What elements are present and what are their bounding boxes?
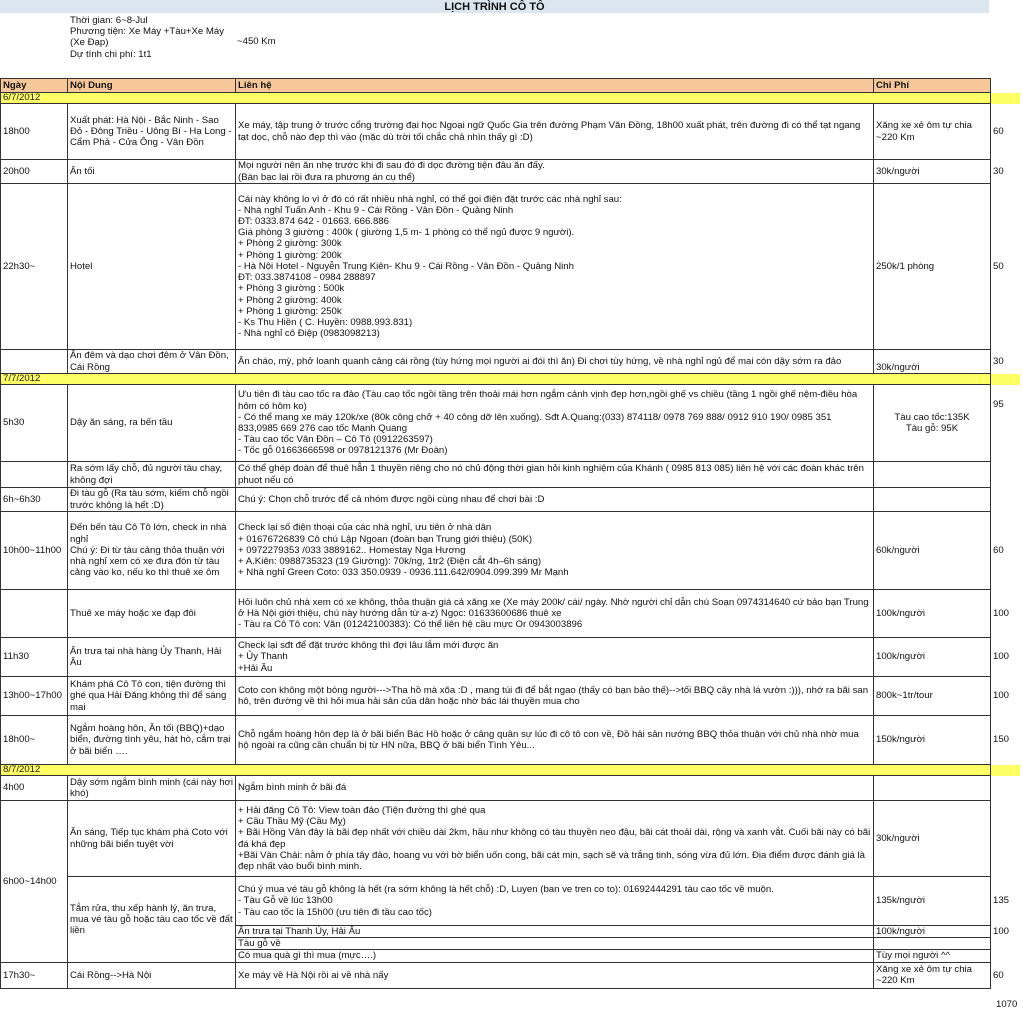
row-extra: 30 [991,350,1021,374]
row-content: Dậy ăn sáng, ra bến tầu [68,385,236,462]
row-content: Tắm rửa, thu xếp hành lý, ăn trưa, mua vé tàu gỗ hoặc tàu cao tốc về đất liền [68,877,236,963]
table-row [1,462,1021,488]
row-extra: 30 [991,160,1021,184]
schedule-table [0,78,1021,989]
row-contact: Chú ý mua vé tàu gỗ không là hết (ra sớm không là hết chỗ) :D, Luyen (ban ve tren co to): 01692444291 tàu cao tốc về muộn. - Tàu Gỗ về lúc 13h00 - Tàu cao tốc là 15h00 (ưu tiên đi tầu cao tốc) [236,877,874,926]
row-content: Thuê xe máy hoặc xe đạp đôi [68,590,236,638]
row-cost: 100k/người [874,590,991,638]
table-row [1,160,1021,184]
row-content: Hotel [68,184,236,350]
row-time: 4h00 [1,776,68,801]
row-extra: 100 [991,677,1021,716]
row-content: Khám phá Cô Tô con, tiện đường thì ghé qua Hải Đăng không thì để sáng mai [68,677,236,716]
row-cost: Xăng xe xẻ ôm tự chia ~220 Km [874,104,991,160]
table-row [1,512,1021,590]
row-content: Ăn đêm và dạo chơi đêm ở Vân Đồn, Cái Rồng [68,350,236,374]
total-value: 1070 [996,999,1018,1010]
row-extra: 135 [991,877,1021,926]
row-extra: 60 [991,512,1021,590]
header-day: Ngày [1,79,68,93]
row-time: 6h~6h30 [1,488,68,512]
row-content: Ra sớm lấy chỗ, đủ người tàu chạy, không đợi [68,462,236,488]
row-extra: 100 [991,590,1021,638]
row-contact: Mọi người nên ăn nhẹ trước khi đi sau đó đi dọc đường tiện đâu ăn đấy. (Bàn bạc lại rồi đưa ra phương án cụ thể) [236,160,874,184]
date-row [1,374,1021,385]
table-row [1,184,1021,350]
trip-distance: ~450 Km [237,36,276,47]
table-row [1,104,1021,160]
row-content: Ngắm hoàng hôn, Ăn tối (BBQ)+dạo biển, đường tình yêu, hát hò, cắm trại ở bãi biển …. [68,716,236,765]
row-contact: Ăn trưa tại Thanh Ủy, Hải Âu [236,926,874,938]
row-contact: Xe máy về Hà Nội rồi ai về nhà nấy [236,962,874,988]
row-contact: Check lại sđt để đặt trước không thì đợi lâu lắm mới được ăn + Ủy Thanh +Hải Âu [236,638,874,677]
row-cost: 30k/người [874,350,991,374]
row-contact: Hỏi luôn chủ nhà xem có xe không, thỏa thuận giá cả xăng xe (Xe máy 200k/ cái/ ngày. Nhờ người chỉ dẫn chú Soạn 0974314640 cứ bảo bạn Trung ở Hà Nội giới thiệu, chú này hướng dẫn từ a-z) Ngọc: 01633600686 thuê xe - Tàu ra Cô Tô con: Văn (01242100383): Có thể liên hệ cầu mực Or 0943003896 [236,590,874,638]
table-row [1,962,1021,988]
row-cost: 60k/người [874,512,991,590]
row-time: 5h30 [1,385,68,462]
table-row [1,877,1021,926]
row-content: Đến bến tàu Cô Tô lớn, check in nhà nghỉ Chú ý: Đi từ tàu cảng thỏa thuận với nhà nghỉ xem có xe đưa đón từ tàu cảng vào ko, nếu ko thì thuê xe ôm [68,512,236,590]
trip-transport: Phương tiện: Xe Máy +Tàu+Xe Máy (Xe Đạp) [70,26,225,49]
row-cost: Xăng xe xẻ ôm tự chia ~220 Km [874,962,991,988]
row-contact: Tàu gỗ về [236,938,874,950]
row-cost: 100k/người [874,638,991,677]
row-contact: + Hải đăng Cô Tô: View toàn đảo (Tiện đường thì ghé qua + Cầu Thầu Mỹ (Cầu Mỵ) + Bãi Hồng Vân đây là bãi đẹp nhất với chiều dài 2km, hầu như không có tàu thuyền neo đậu, bãi cát thoải dài, rộng và xanh vắt. Cuối bãi này có bãi đá khá đẹp +Bãi Vàn Chải: nằm ở phía tây đảo, hoang vu với bờ biển uốn cong, bãi cát mịn, sạch sẽ và trắng tinh, sóng vừa đủ lớn. Địa điểm được đánh giá là đẹp nhất vào buổi bình minh. [236,801,874,877]
header-row [1,79,1021,93]
table-row [1,638,1021,677]
row-cost: 800k~1tr/tour [874,677,991,716]
table-row [1,385,1021,462]
table-row [1,801,1021,877]
row-content: Xuất phát: Hà Nội - Bắc Ninh - Sao Đỏ - Đông Triều - Uông Bí - Hạ Long - Cẩm Phả - Cửa Ông - Vân Đồn [68,104,236,160]
row-cost: 150k/người [874,716,991,765]
row-contact: Có mua quà gì thì mua (mực….) [236,950,874,962]
row-time: 20h00 [1,160,68,184]
row-cost: Tùy mọi người ^^ [874,950,991,962]
row-content: Cái Rồng-->Hà Nội [68,962,236,988]
row-time: 10h00~11h00 [1,512,68,590]
row-extra: 95 [991,385,1021,462]
row-contact: Check lại số điện thoại của các nhà nghỉ, ưu tiên ở nhà dân + 01676726839 Cô chú Lập Ngoan (đoàn bạn Trung giới thiệu) (50K) + 0972279353 /033 3889162.. Homestay Nga Hương + A.Kiên: 0988735323 (19 Giường): 70k/ng, 1tr2 (Điện cắt 4h–6h sáng) + Nhà nghỉ Green Coto: 033 350.0939 - 0936.111.642/0904.099.399 Mr Mạnh [236,512,874,590]
date-row [1,93,1021,104]
row-content: Đi tàu gỗ (Ra tàu sớm, kiếm chỗ ngồi trước không là hết :D) [68,488,236,512]
row-contact: Ngắm bình minh ở bãi đá [236,776,874,801]
table-row [1,716,1021,765]
trip-cost-estimate: Dự tính chi phí: 1t1 [70,48,152,60]
row-time: 6h00~14h00 [1,801,68,963]
row-cost: 100k/người [874,926,991,938]
row-cost: 135k/người [874,877,991,926]
row-extra: 60 [991,962,1021,988]
table-row [1,350,1021,374]
row-contact: Xe máy, tập trung ở trước cổng trường đại học Ngoại ngữ Quốc Gia trên đường Phạm Văn Đồng, 18h00 xuất phát, trên đường đi có thể tạt ngang tạt dọc, chỗ nào đẹp thì vào (mặc dù trời tối chắc chả nhìn thấy gì :D) [236,104,874,160]
date-label: 7/7/2012 [1,374,991,385]
row-contact: Cái này không lo vì ở đó có rất nhiều nhà nghỉ, có thể gọi điện đặt trước các nhà nghỉ sau: - Nhà nghỉ Tuấn Anh - Khu 9 - Cái Rồng - Vân Đồn - Quảng Ninh ĐT: 0333.874 642 - 01663. 666.886 Giá phòng 3 giường : 400k ( giường 1,5 m- 1 phòng có thể ngủ được 9 người). + Phòng 2 giường: 300k + Phòng 1 giường: 200k - Hà Nội Hotel - Nguyễn Trung Kiên- Khu 9 - Cái Rồng - Vân Đồn - Quảng Ninh ĐT: 033.3874108 - 0984 288897 + Phòng 3 giường : 500k + Phòng 2 giường: 400k + Phòng 1 giường: 250k - Ks Thu Hiền ( C. Huyền: 0988.993.831) - Nhà nghỉ cô Điệp (0983098213) [236,184,874,350]
row-contact: Chỗ ngắm hoàng hôn đẹp là ở bãi biển Bác Hồ hoặc ở cảng quân sự lúc đi cô tô con về, Đồ hải sản nướng BBQ thỏa thuận với chủ nhà nhờ mua hộ ngoài ra cũng cần chuẩn bị từ HN nữa, BBQ ở bãi biển Tình Yêu... [236,716,874,765]
row-cost: 30k/người [874,160,991,184]
row-time: 22h30~ [1,184,68,350]
row-cost: 30k/người [874,801,991,877]
row-extra: 100 [991,926,1021,938]
row-cost: Tàu cao tốc:135K Tàu gỗ: 95K [874,385,991,462]
header-cost: Chi Phí [874,79,991,93]
trip-time: Thời gian: 6~8-Jul [70,15,148,26]
row-extra: 100 [991,638,1021,677]
table-row [1,776,1021,801]
header-extra [991,79,1021,93]
table-row [1,677,1021,716]
row-time: 17h30~ [1,962,68,988]
row-contact: Coto con không một bóng người--->Tha hồ mà xõa :D , mang túi đi để bắt ngao (thấy có bạn bảo thế)-->tối BBQ cây nhà lá vườn :))), nhớ ra bãi san hô, trên đường về thì hỏi mua hải sản của dân hoặc nhờ bác lái thuyền mua cho [236,677,874,716]
row-extra: 60 [991,104,1021,160]
header-contact: Liên hệ [236,79,874,93]
table-row [1,488,1021,512]
row-contact: Chú ý: Chọn chỗ trước để cả nhóm được ngồi cùng nhau để chơi bài :D [236,488,874,512]
row-time: 13h00~17h00 [1,677,68,716]
row-content: Ăn sáng, Tiếp tục khám phá Coto với những bãi biển tuyệt vời [68,801,236,877]
date-row [1,765,1021,776]
trip-info [70,15,240,60]
row-content: Ăn trưa tại nhà hàng Ủy Thanh, Hải Âu [68,638,236,677]
row-time: 18h00 [1,104,68,160]
row-time: 18h00~ [1,716,68,765]
row-time: 11h30 [1,638,68,677]
table-row [1,590,1021,638]
header-content: Nội Dung [68,79,236,93]
row-content: Dậy sớm ngắm bình minh (cái này hơi khó) [68,776,236,801]
row-cost: 250k/1 phòng [874,184,991,350]
date-label: 6/7/2012 [1,93,991,104]
page-title: LỊCH TRÌNH CÔ TÔ [0,0,989,13]
row-contact: Ưu tiên đi tàu cao tốc ra đảo (Tàu cao tốc ngồi tầng trên thoải mái hơn ngắm cảnh vịnh đẹp hơn,ngồi ghế vs chiều (tầng 1 ngồi ghế nệm-điều hòa hôm có hôm ko) - Có thể mang xe máy 120k/xe (80k công chở + 40 công dỡ lên xuống). Sđt A.Quang:(033) 874118/ 0978 769 888/ 0912 910 190/ 0985 351 833,0985 669 276 cao tốc Mạnh Quang - Tàu cao tốc Vân Đồn – Cô Tô (0912263597) - Tốc gỗ 01663666598 or 0978121376 (Mr Đoàn) [236,385,874,462]
row-contact: Có thể ghép đoàn để thuê hẳn 1 thuyền riêng cho nó chủ động thời gian hỏi kinh nghiệm của Khánh ( 0985 813 085) liên hệ với các đoàn khác trên phuot nếu có [236,462,874,488]
date-label: 8/7/2012 [1,765,991,776]
row-extra: 50 [991,184,1021,350]
row-extra: 150 [991,716,1021,765]
row-contact: Ăn cháo, mỳ, phở loanh quanh cảng cái rồng (tùy hứng mọi người ai đói thì ăn) Đi chơi tùy hứng, về nhà nghỉ ngủ để mai còn dậy sớm ra đảo [236,350,874,374]
row-content: Ăn tối [68,160,236,184]
